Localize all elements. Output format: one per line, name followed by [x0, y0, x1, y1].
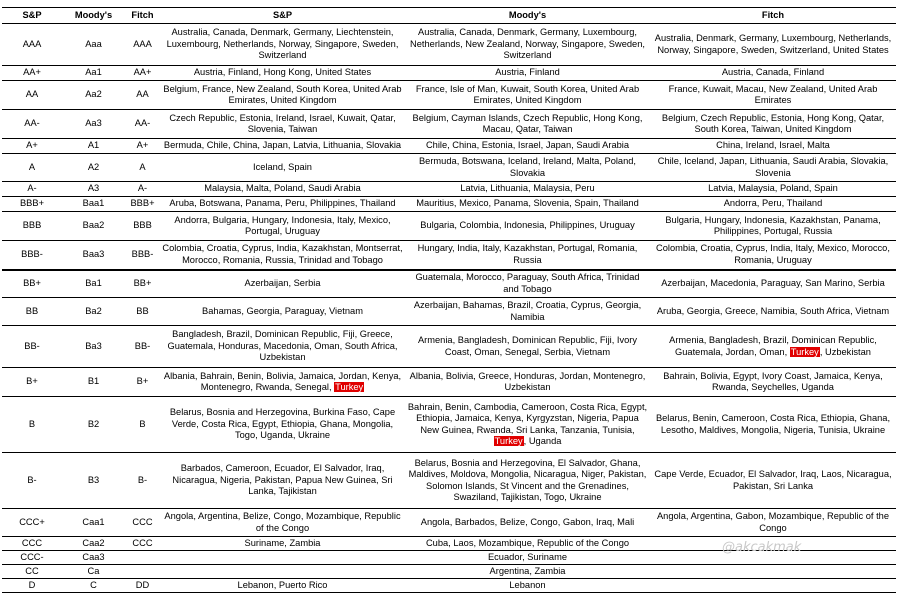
table-row	[2, 326, 896, 368]
table-row	[2, 368, 896, 397]
ratings-table	[2, 7, 896, 593]
fitch-countries: China, Ireland, Israel, Malta	[650, 139, 896, 154]
fitch-rating: BB+	[125, 270, 160, 298]
moodys-rating: B2	[62, 397, 125, 453]
sp-countries: Czech Republic, Estonia, Ireland, Israel, Kuwait, Qatar, Slovenia, Taiwan	[160, 110, 405, 139]
fitch-countries: Colombia, Croatia, Cyprus, India, Italy, Mexico, Morocco, Romania, Uruguay	[650, 241, 896, 270]
moodys-rating: Caa3	[62, 551, 125, 565]
moodys-rating: Ca	[62, 565, 125, 579]
moodys-countries-text: Bahrain, Benin, Cambodia, Cameroon, Costa Rica, Egypt, Ethiopia, Jamaica, Kenya, Kyrgyzstan, Nigeria, Papua New Guinea, Rwanda, Sri Lanka, Tanzania, Tunisia,	[407, 401, 648, 435]
moodys-rating: Aaa	[62, 24, 125, 66]
sp-rating: D	[2, 579, 62, 593]
fitch-countries: France, Kuwait, Macau, New Zealand, United Arab Emirates	[650, 81, 896, 110]
sp-rating: BBB+	[2, 197, 62, 212]
fitch-countries: Andorra, Peru, Thailand	[650, 197, 896, 212]
moodys-countries: Bulgaria, Colombia, Indonesia, Philippines, Uruguay	[405, 212, 650, 241]
header-moodys-countries: Moody's	[405, 8, 650, 24]
sp-rating: AA-	[2, 110, 62, 139]
moodys-countries: Guatemala, Morocco, Paraguay, South Africa, Trinidad and Tobago	[405, 270, 650, 298]
sp-rating: A	[2, 154, 62, 182]
table-row	[2, 139, 896, 154]
moodys-rating: Ba3	[62, 326, 125, 368]
moodys-countries: Albania, Bolivia, Greece, Honduras, Jordan, Montenegro, Uzbekistan	[405, 368, 650, 397]
moodys-rating: Aa1	[62, 66, 125, 81]
sp-rating: CCC	[2, 537, 62, 551]
moodys-countries: Hungary, India, Italy, Kazakhstan, Portugal, Romania, Russia	[405, 241, 650, 270]
fitch-countries: Angola, Argentina, Gabon, Mozambique, Republic of the Congo	[650, 509, 896, 537]
sp-countries: Bahamas, Georgia, Paraguay, Vietnam	[160, 298, 405, 326]
fitch-countries	[650, 565, 896, 579]
moodys-countries-text-after: , Uganda	[523, 436, 562, 446]
moodys-countries: Austria, Finland	[405, 66, 650, 81]
table-row	[2, 81, 896, 110]
table-row	[2, 24, 896, 66]
fitch-countries: Austria, Canada, Finland	[650, 66, 896, 81]
sp-countries	[160, 368, 405, 397]
moodys-countries: Chile, China, Estonia, Israel, Japan, Saudi Arabia	[405, 139, 650, 154]
table-row	[2, 579, 896, 593]
fitch-countries-text: Armenia, Bangladesh, Brazil, Dominican Republic, Guatemala, Jordan, Oman,	[669, 335, 877, 357]
table-row	[2, 241, 896, 270]
fitch-rating: AAA	[125, 24, 160, 66]
fitch-countries: Australia, Denmark, Germany, Luxembourg, Netherlands, Norway, Singapore, Sweden, Switzerland, United States	[650, 24, 896, 66]
sp-rating: BBB-	[2, 241, 62, 270]
sp-rating: AA	[2, 81, 62, 110]
header-moodys-code: Moody's	[62, 8, 125, 24]
table-row	[2, 110, 896, 139]
fitch-rating: BBB+	[125, 197, 160, 212]
sp-rating: BB+	[2, 270, 62, 298]
moodys-countries: Belgium, Cayman Islands, Czech Republic, Hong Kong, Macau, Qatar, Taiwan	[405, 110, 650, 139]
sp-countries: Bermuda, Chile, China, Japan, Latvia, Lithuania, Slovakia	[160, 139, 405, 154]
moodys-countries: Angola, Barbados, Belize, Congo, Gabon, Iraq, Mali	[405, 509, 650, 537]
sp-rating: B	[2, 397, 62, 453]
fitch-countries: Belgium, Czech Republic, Estonia, Hong Kong, Qatar, South Korea, Taiwan, United Kingdom	[650, 110, 896, 139]
sp-countries: Suriname, Zambia	[160, 537, 405, 551]
table-row	[2, 197, 896, 212]
fitch-countries	[650, 579, 896, 593]
fitch-rating: BBB-	[125, 241, 160, 270]
table-row	[2, 270, 896, 298]
sp-countries: Australia, Canada, Denmark, Germany, Liechtenstein, Luxembourg, Netherlands, Norway, Singapore, Sweden, Switzerland	[160, 24, 405, 66]
fitch-countries: Bulgaria, Hungary, Indonesia, Kazakhstan, Panama, Philippines, Portugal, Russia	[650, 212, 896, 241]
sp-rating: BB	[2, 298, 62, 326]
table-row	[2, 66, 896, 81]
table-header-row	[2, 8, 896, 24]
sp-countries: Austria, Finland, Hong Kong, United States	[160, 66, 405, 81]
sp-countries: Iceland, Spain	[160, 154, 405, 182]
fitch-countries: Aruba, Georgia, Greece, Namibia, South Africa, Vietnam	[650, 298, 896, 326]
table-row	[2, 397, 896, 453]
fitch-countries: Azerbaijan, Macedonia, Paraguay, San Marino, Serbia	[650, 270, 896, 298]
sp-countries: Azerbaijan, Serbia	[160, 270, 405, 298]
sp-countries: Lebanon, Puerto Rico	[160, 579, 405, 593]
moodys-rating: Caa1	[62, 509, 125, 537]
sp-rating: AA+	[2, 66, 62, 81]
moodys-countries: Australia, Canada, Denmark, Germany, Luxembourg, Netherlands, New Zealand, Norway, Singapore, Sweden, Switzerland	[405, 24, 650, 66]
sp-rating: BBB	[2, 212, 62, 241]
moodys-rating: C	[62, 579, 125, 593]
fitch-rating: CCC	[125, 537, 160, 551]
sp-countries-text: Albania, Bahrain, Benin, Bolivia, Jamaica, Jordan, Kenya, Montenegro, Rwanda, Senegal,	[163, 370, 402, 392]
fitch-rating: B	[125, 397, 160, 453]
moodys-rating: Aa2	[62, 81, 125, 110]
sp-countries	[160, 551, 405, 565]
moodys-countries: Latvia, Lithuania, Malaysia, Peru	[405, 182, 650, 197]
fitch-countries: Cape Verde, Ecuador, El Salvador, Iraq, Laos, Nicaragua, Pakistan, Sri Lanka	[650, 453, 896, 509]
fitch-rating: A-	[125, 182, 160, 197]
fitch-rating: AA+	[125, 66, 160, 81]
fitch-countries: Chile, Iceland, Japan, Lithuania, Saudi Arabia, Slovakia, Slovenia	[650, 154, 896, 182]
sp-rating: BB-	[2, 326, 62, 368]
header-sp-code: S&P	[2, 8, 62, 24]
sp-countries: Malaysia, Malta, Poland, Saudi Arabia	[160, 182, 405, 197]
table-row	[2, 182, 896, 197]
fitch-rating: BB-	[125, 326, 160, 368]
fitch-rating: CCC	[125, 509, 160, 537]
sp-countries: Belgium, France, New Zealand, South Korea, United Arab Emirates, United Kingdom	[160, 81, 405, 110]
watermark: @akcakmak	[722, 540, 802, 555]
sp-countries: Belarus, Bosnia and Herzegovina, Burkina Faso, Cape Verde, Costa Rica, Egypt, Ethiopia, Ghana, Mongolia, Togo, Uganda, Ukraine	[160, 397, 405, 453]
fitch-rating: B+	[125, 368, 160, 397]
fitch-countries	[650, 326, 896, 368]
moodys-rating: A2	[62, 154, 125, 182]
fitch-rating: AA-	[125, 110, 160, 139]
moodys-rating: Ba2	[62, 298, 125, 326]
moodys-countries: Ecuador, Suriname	[405, 551, 650, 565]
moodys-rating: Baa1	[62, 197, 125, 212]
moodys-rating: Caa2	[62, 537, 125, 551]
turkey-highlight: Turkey	[790, 346, 819, 357]
fitch-rating: DD	[125, 579, 160, 593]
moodys-rating: Baa3	[62, 241, 125, 270]
fitch-rating: AA	[125, 81, 160, 110]
fitch-rating	[125, 551, 160, 565]
moodys-rating: A3	[62, 182, 125, 197]
moodys-countries: Armenia, Bangladesh, Dominican Republic, Fiji, Ivory Coast, Oman, Senegal, Serbia, Vietnam	[405, 326, 650, 368]
turkey-highlight: Turkey	[494, 436, 523, 446]
fitch-rating: A	[125, 154, 160, 182]
sp-countries: Colombia, Croatia, Cyprus, India, Kazakhstan, Montserrat, Morocco, Romania, Russia, Trinidad and Tobago	[160, 241, 405, 270]
fitch-countries: Bahrain, Bolivia, Egypt, Ivory Coast, Jamaica, Kenya, Rwanda, Seychelles, Uganda	[650, 368, 896, 397]
table-row	[2, 453, 896, 509]
moodys-rating: Ba1	[62, 270, 125, 298]
sp-countries: Aruba, Botswana, Panama, Peru, Philippines, Thailand	[160, 197, 405, 212]
fitch-countries: Latvia, Malaysia, Poland, Spain	[650, 182, 896, 197]
moodys-countries: Azerbaijan, Bahamas, Brazil, Croatia, Cyprus, Georgia, Namibia	[405, 298, 650, 326]
fitch-rating: BB	[125, 298, 160, 326]
moodys-rating: B1	[62, 368, 125, 397]
fitch-countries-text-after: , Uzbekistan	[819, 346, 871, 357]
sp-countries: Andorra, Bulgaria, Hungary, Indonesia, Italy, Mexico, Portugal, Uruguay	[160, 212, 405, 241]
fitch-rating: BBB	[125, 212, 160, 241]
sp-countries: Angola, Argentina, Belize, Congo, Mozambique, Republic of the Congo	[160, 509, 405, 537]
moodys-countries: Bermuda, Botswana, Iceland, Ireland, Malta, Poland, Slovakia	[405, 154, 650, 182]
header-sp-countries: S&P	[160, 8, 405, 24]
moodys-countries: Cuba, Laos, Mozambique, Republic of the Congo	[405, 537, 650, 551]
sp-rating: B+	[2, 368, 62, 397]
sp-rating: CCC-	[2, 551, 62, 565]
sp-rating: B-	[2, 453, 62, 509]
table-row	[2, 154, 896, 182]
moodys-rating: Aa3	[62, 110, 125, 139]
turkey-highlight: Turkey	[335, 382, 364, 392]
fitch-rating	[125, 565, 160, 579]
sp-countries: Barbados, Cameroon, Ecuador, El Salvador, Iraq, Nicaragua, Nigeria, Pakistan, Papua New Guinea, Sri Lanka, Tajikistan	[160, 453, 405, 509]
sp-rating: A+	[2, 139, 62, 154]
moodys-countries: Belarus, Bosnia and Herzegovina, El Salvador, Ghana, Maldives, Moldova, Mongolia, Nicaragua, Niger, Pakistan, Solomon Islands, St Vincent and the Grenadines, Swaziland, Tajikistan, Togo, Ukraine	[405, 453, 650, 509]
sp-rating: CCC+	[2, 509, 62, 537]
moodys-countries: Argentina, Zambia	[405, 565, 650, 579]
moodys-rating: B3	[62, 453, 125, 509]
fitch-rating: B-	[125, 453, 160, 509]
sp-rating: A-	[2, 182, 62, 197]
moodys-countries: France, Isle of Man, Kuwait, South Korea, United Arab Emirates, United Kingdom	[405, 81, 650, 110]
moodys-countries	[405, 397, 650, 453]
header-fitch-countries: Fitch	[650, 8, 896, 24]
table-row	[2, 212, 896, 241]
fitch-rating: A+	[125, 139, 160, 154]
moodys-countries: Mauritius, Mexico, Panama, Slovenia, Spain, Thailand	[405, 197, 650, 212]
header-fitch-code: Fitch	[125, 8, 160, 24]
moodys-rating: Baa2	[62, 212, 125, 241]
moodys-rating: A1	[62, 139, 125, 154]
sp-rating: CC	[2, 565, 62, 579]
sp-countries	[160, 565, 405, 579]
table-row	[2, 298, 896, 326]
sp-rating: AAA	[2, 24, 62, 66]
table-row	[2, 509, 896, 537]
table-row	[2, 565, 896, 579]
fitch-countries: Belarus, Benin, Cameroon, Costa Rica, Ethiopia, Ghana, Lesotho, Maldives, Mongolia, Nigeria, Tunisia, Ukraine	[650, 397, 896, 453]
sp-countries: Bangladesh, Brazil, Dominican Republic, Fiji, Greece, Guatemala, Honduras, Macedonia, Oman, South Africa, Uzbekistan	[160, 326, 405, 368]
moodys-countries: Lebanon	[405, 579, 650, 593]
